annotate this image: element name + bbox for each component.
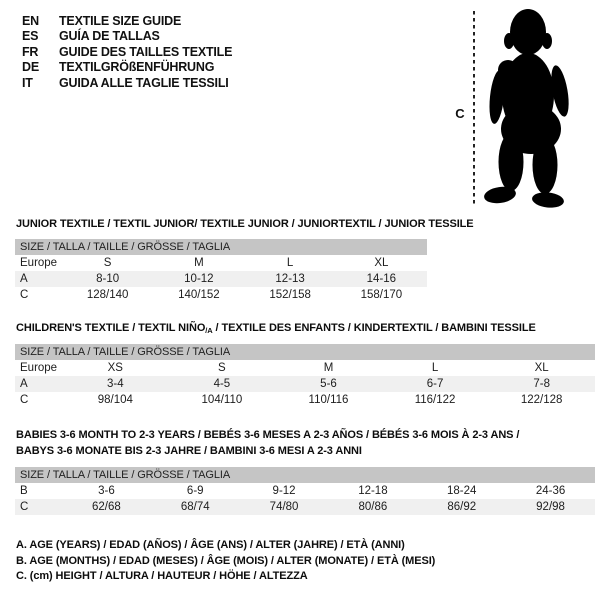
language-list xyxy=(22,14,232,91)
table-cell: Europe xyxy=(20,257,58,269)
table-cell: A xyxy=(20,378,28,390)
section-title-line2: BABYS 3-6 MONATE BIS 2-3 JAHRE / BAMBINI 3-6 MESI A 2-3 ANNI xyxy=(16,444,362,457)
language-row-es xyxy=(22,29,232,44)
table-cell: 104/110 xyxy=(201,394,243,406)
table-cell: S xyxy=(103,257,112,269)
table-cell: L xyxy=(431,362,439,374)
table-cell: 12-13 xyxy=(275,273,305,285)
height-measure-dashed-line xyxy=(473,11,475,206)
table-cell: 3-4 xyxy=(106,378,124,390)
section-title-line1: BABIES 3-6 MONTH TO 2-3 YEARS / BEBÉS 3-6 MESES A 2-3 AÑOS / BÉBÉS 3-6 MOIS À 2-3 ANS / xyxy=(16,429,520,441)
table-row xyxy=(15,376,595,392)
language-row-en xyxy=(22,14,232,29)
language-code: EN xyxy=(22,14,39,28)
table-cell: S xyxy=(218,362,226,374)
table-row xyxy=(15,499,595,515)
table-cell: M xyxy=(323,362,334,374)
section-title-text: CHILDREN'S TEXTILE / TEXTIL NIÑO xyxy=(16,322,206,334)
table-cell: 158/170 xyxy=(360,289,403,301)
table-cell: 80/86 xyxy=(358,501,388,513)
table-size-header: SIZE / TALLA / TAILLE / GRÖSSE / TAGLIA xyxy=(15,239,427,255)
section-title-babies xyxy=(16,428,519,459)
table-row xyxy=(15,360,595,376)
table-cell: XS xyxy=(107,362,123,374)
table-cell: 3-6 xyxy=(98,485,115,497)
table-cell: 74/80 xyxy=(269,501,299,513)
table-cell: 8-10 xyxy=(96,273,120,285)
table-cell: 10-12 xyxy=(184,273,214,285)
language-row-it xyxy=(22,76,232,91)
table-row xyxy=(15,271,427,287)
language-label: TEXTILE SIZE GUIDE xyxy=(59,14,182,28)
table-cell: 14-16 xyxy=(366,273,397,285)
section-title-subscript: /A xyxy=(205,326,213,335)
table-cell: M xyxy=(194,257,204,269)
table-cell: 12-18 xyxy=(358,485,388,497)
table-cell: 6-9 xyxy=(186,485,204,497)
table-cell: 62/68 xyxy=(92,501,121,513)
table-cell: C xyxy=(20,394,29,406)
table-cell: 6-7 xyxy=(426,378,444,390)
table-cell: 24-36 xyxy=(535,485,566,497)
table-cell: A xyxy=(20,273,28,285)
table-cell: Europe xyxy=(20,362,58,374)
language-row-de xyxy=(22,60,232,75)
language-label: TEXTILGRÖßENFÜHRUNG xyxy=(59,60,215,75)
table-cell: 152/158 xyxy=(269,289,311,301)
table-size-header: SIZE / TALLA / TAILLE / GRÖSSE / TAGLIA xyxy=(15,344,595,360)
table-cell: 92/98 xyxy=(536,501,565,513)
table-cell: B xyxy=(20,485,28,497)
language-code: FR xyxy=(22,44,39,59)
language-code: IT xyxy=(22,75,33,90)
section-title-text: JUNIOR TEXTILE / TEXTIL JUNIOR/ TEXTILE JUNIOR / JUNIORTEXTIL / JUNIOR TESSILE xyxy=(16,218,474,230)
babies-size-table xyxy=(15,467,595,515)
footnote-height-cm: C. (cm) HEIGHT / ALTURA / HAUTEUR / HÖHE / ALTEZZA xyxy=(16,570,308,582)
footnote-age-months: B. AGE (MONTHS) / EDAD (MESES) / ÂGE (MOIS) / ALTER (MONATE) / ETÀ (MESI) xyxy=(16,554,436,567)
footnotes xyxy=(16,538,435,585)
table-cell: 5-6 xyxy=(320,378,337,390)
language-code: DE xyxy=(22,60,39,75)
table-cell: 98/104 xyxy=(97,394,133,406)
language-code: ES xyxy=(22,29,39,44)
table-row xyxy=(15,483,595,499)
language-label: GUÍA DE TALLAS xyxy=(59,29,160,44)
baby-silhouette-icon xyxy=(480,5,580,210)
language-label: GUIDE DES TAILLES TEXTILE xyxy=(59,44,233,59)
table-row xyxy=(15,287,427,303)
table-size-header: SIZE / TALLA / TAILLE / GRÖSSE / TAGLIA xyxy=(15,467,595,483)
language-row-fr xyxy=(22,45,232,60)
table-cell: 68/74 xyxy=(180,501,210,513)
table-cell: 7-8 xyxy=(533,378,550,390)
table-cell: C xyxy=(20,289,29,301)
table-cell: 128/140 xyxy=(86,289,129,301)
language-label: GUIDA ALLE TAGLIE TESSILI xyxy=(59,75,229,90)
table-row xyxy=(15,392,595,408)
section-title-text: / TEXTILE DES ENFANTS / KINDERTEXTIL / BAMBINI TESSILE xyxy=(212,322,536,334)
table-cell: XL xyxy=(374,257,389,269)
table-cell: 116/122 xyxy=(414,394,456,406)
height-measure-label: C xyxy=(455,106,465,121)
section-title-junior xyxy=(16,217,474,233)
table-cell: 122/128 xyxy=(520,394,563,406)
table-cell: C xyxy=(20,501,29,513)
table-cell: 86/92 xyxy=(447,501,477,513)
children-size-table xyxy=(15,344,595,408)
table-cell: 140/152 xyxy=(178,289,220,301)
table-cell: 4-5 xyxy=(213,378,231,390)
table-cell: XL xyxy=(534,362,549,374)
section-title-children xyxy=(16,321,536,339)
junior-size-table xyxy=(15,239,427,303)
table-cell: L xyxy=(286,257,294,269)
table-cell: 18-24 xyxy=(447,485,477,497)
footnote-age-years: A. AGE (YEARS) / EDAD (AÑOS) / ÂGE (ANS) / ALTER (JAHRE) / ETÀ (ANNI) xyxy=(16,539,405,551)
table-cell: 110/116 xyxy=(308,394,349,406)
table-row xyxy=(15,255,427,271)
table-cell: 9-12 xyxy=(272,485,296,497)
